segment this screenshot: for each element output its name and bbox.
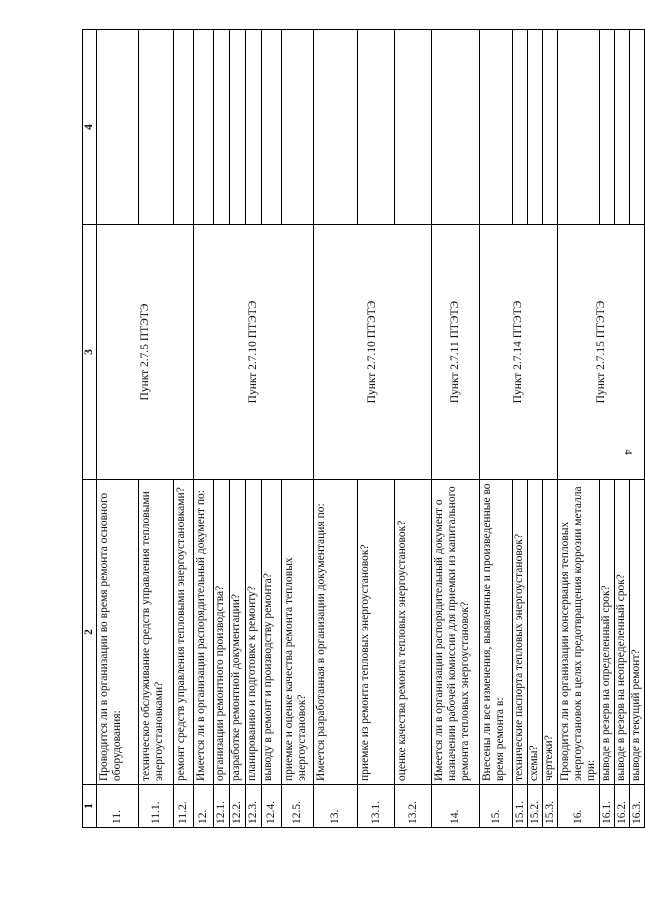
- answer-cell[interactable]: [174, 30, 194, 225]
- answer-cell[interactable]: [358, 30, 395, 225]
- column-header: 3: [83, 225, 97, 480]
- table-row: [194, 30, 214, 828]
- row-number: 12.: [194, 785, 214, 828]
- row-text: организации ремонтного производства?: [214, 480, 230, 785]
- row-number: 15.3.: [543, 785, 558, 828]
- answer-cell[interactable]: [395, 30, 432, 225]
- answer-cell[interactable]: [513, 30, 528, 225]
- row-text: Проводится ли в организации консервация тепловых энергоустановок в целях предотвращения коррозии металла при:: [558, 480, 600, 785]
- answer-cell[interactable]: [262, 30, 282, 225]
- row-text: Имеется разработанная в организации документация по:: [314, 480, 358, 785]
- column-header: 2: [83, 480, 97, 785]
- row-number: 15.2.: [528, 785, 543, 828]
- row-number: 12.2.: [230, 785, 246, 828]
- answer-cell[interactable]: [282, 30, 314, 225]
- answer-cell[interactable]: [314, 30, 358, 225]
- row-number: 16.1.: [600, 785, 615, 828]
- answer-cell[interactable]: [246, 30, 262, 225]
- table-header-row: [83, 30, 97, 828]
- answer-cell[interactable]: [615, 30, 630, 225]
- reference-cell: Пункт 2.7.10 ПТЭТЭ: [194, 225, 314, 480]
- answer-cell[interactable]: [543, 30, 558, 225]
- row-text: Проводится ли в организации во время ремонта основного оборудования:: [97, 480, 139, 785]
- row-text: ремонт средств управления тепловыми энергоустановками?: [174, 480, 194, 785]
- reference-cell: Пункт 2.7.11 ПТЭТЭ: [432, 225, 480, 480]
- row-text: Имеется ли в организации распорядительный документ по:: [194, 480, 214, 785]
- answer-cell[interactable]: [139, 30, 174, 225]
- row-number: 13.2.: [395, 785, 432, 828]
- row-text: Имеется ли в организации распорядительный документ о назначении рабочей комиссии для приемки из капитального ремонта тепловых энергоустановок?: [432, 480, 480, 785]
- table-row: [432, 30, 480, 828]
- row-text: приемке из ремонта тепловых энергоустановок?: [358, 480, 395, 785]
- row-text: Внесены ли все изменения, выявленные и произведенные во время ремонта в:: [480, 480, 513, 785]
- answer-cell[interactable]: [194, 30, 214, 225]
- answer-cell[interactable]: [97, 30, 139, 225]
- row-number: 11.: [97, 785, 139, 828]
- row-number: 11.1.: [139, 785, 174, 828]
- answer-cell[interactable]: [528, 30, 543, 225]
- row-number: 13.: [314, 785, 358, 828]
- row-number: 13.1.: [358, 785, 395, 828]
- row-number: 11.2.: [174, 785, 194, 828]
- answer-cell[interactable]: [630, 30, 645, 225]
- row-number: 16.2.: [615, 785, 630, 828]
- row-text: выводе в текущий ремонт?: [630, 480, 645, 785]
- row-number: 12.4.: [262, 785, 282, 828]
- row-text: планированию и подготовке к ремонту?: [246, 480, 262, 785]
- answer-cell[interactable]: [558, 30, 600, 225]
- page-number: 4: [622, 449, 634, 455]
- reference-cell: Пункт 2.7.5 ПТЭТЭ: [97, 225, 194, 480]
- row-number: 15.: [480, 785, 513, 828]
- table-row: [480, 30, 513, 828]
- row-number: 14.: [432, 785, 480, 828]
- column-header: 4: [83, 30, 97, 225]
- row-number: 12.5.: [282, 785, 314, 828]
- row-text: технические паспорта тепловых энергоустановок?: [513, 480, 528, 785]
- row-text: схемы?: [528, 480, 543, 785]
- row-text: выводе в резерв на неопределенный срок?: [615, 480, 630, 785]
- table-row: [314, 30, 358, 828]
- row-number: 12.1.: [214, 785, 230, 828]
- row-text: выводу в ремонт и производству ремонта?: [262, 480, 282, 785]
- row-text: техническое обслуживание средств управления тепловыми энергоустановками?: [139, 480, 174, 785]
- row-number: 16.: [558, 785, 600, 828]
- rotated-page-content: [82, 30, 643, 828]
- row-text: приемке и оценке качества ремонта тепловых энергоустановок?: [282, 480, 314, 785]
- table-row: [558, 30, 600, 828]
- row-text: выводе в резерв на определенный срок?: [600, 480, 615, 785]
- row-text: разработке ремонтной документации?: [230, 480, 246, 785]
- row-text: чертежи?: [543, 480, 558, 785]
- row-number: 12.3.: [246, 785, 262, 828]
- answer-cell[interactable]: [432, 30, 480, 225]
- row-number: 16.3.: [630, 785, 645, 828]
- answer-cell[interactable]: [214, 30, 230, 225]
- reference-cell: Пункт 2.7.14 ПТЭТЭ: [480, 225, 558, 480]
- row-number: 15.1.: [513, 785, 528, 828]
- checklist-table: [82, 29, 645, 828]
- answer-cell[interactable]: [600, 30, 615, 225]
- row-text: оценке качества ремонта тепловых энергоустановок?: [395, 480, 432, 785]
- column-header: 1: [83, 785, 97, 828]
- table-row: [97, 30, 139, 828]
- reference-cell: Пункт 2.7.15 ПТЭТЭ: [558, 225, 645, 480]
- answer-cell[interactable]: [230, 30, 246, 225]
- answer-cell[interactable]: [480, 30, 513, 225]
- reference-cell: Пункт 2.7.10 ПТЭТЭ: [314, 225, 432, 480]
